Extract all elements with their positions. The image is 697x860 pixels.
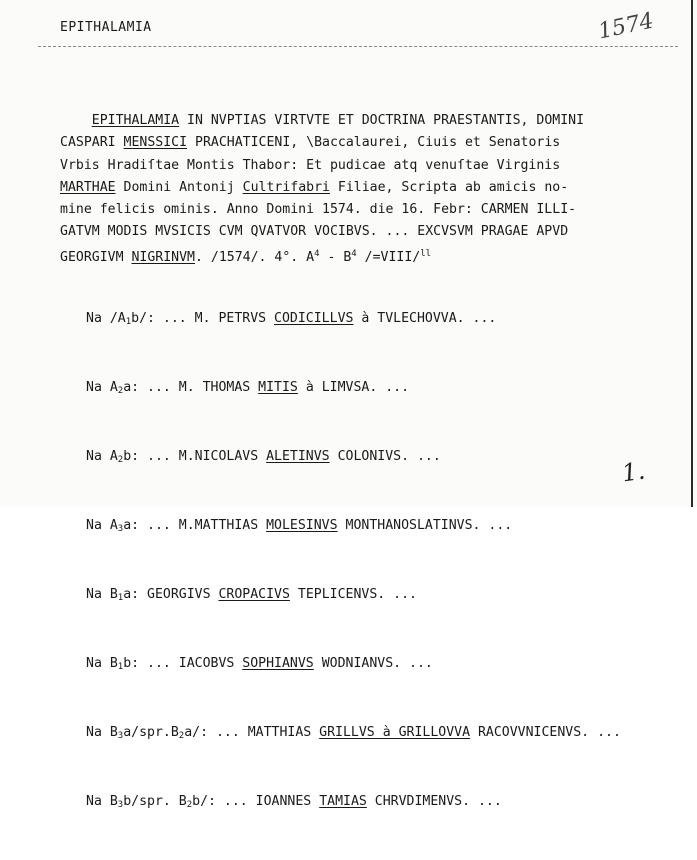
leaf-entry: Na $B_1a$: GEORGIVS CROPACIVS TEPLICENVS. ... <box>86 587 417 603</box>
leaf-entry: Na $A_2b$: ... M.NICOLAVS ALETINVS COLONIVS. ... <box>86 449 441 465</box>
leaf-entry: Na $A_3a$: ... M.MATTHIAS MOLESINVS MONTHANOSLATINVS. ... <box>86 518 513 534</box>
desc-line: mine felicis ominis. Anno Domini 1574. die 16. Febr: CARMEN ILLI- <box>60 202 577 218</box>
card-edge <box>691 0 693 507</box>
desc-line: EPITHALAMIA IN NVPTIAS VIRTVTE ET DOCTRINA PRAESTANTIS, DOMINI <box>91 113 585 129</box>
desc-line: GATVM MODIS MVSICIS CVM QVATVOR VOCIBVS. ... EXCVSVM PRAGAE APVD <box>60 224 569 240</box>
leaf-entry: Na $/A_1b/$: ... M. PETRVS CODICILLVS à TVLECHOVVA. ... <box>86 311 497 327</box>
handwritten-mark: 1. <box>620 456 647 488</box>
desc-line: MARTHAE Domini Antonij Cultrifabri Filiae, Scripta ab amicis no- <box>60 179 569 195</box>
leaf-entry: Na $B_1b$: ... IACOBVS SOPHIANVS WODNIANVS. ... <box>86 656 433 672</box>
desc-line: CASPARI MENSSICI PRACHATICENI, \Baccalaurei, Ciuis et Senatoris <box>60 135 561 151</box>
leaf-entry: Na $B_3a/spr.B_2a/$: ... MATTHIAS GRILLVS à GRILLOVVA RACOVVNICENVS. ... <box>86 725 621 741</box>
divider <box>38 46 678 47</box>
handwritten-shelfmark: 1574 <box>596 8 656 45</box>
desc-line: GEORGIVM NIGRINVM. /1574/. 4°. $A^4 - B^4$ /=VIII/$^{ll}$ <box>60 249 432 266</box>
leaf-list <box>86 264 686 860</box>
desc-line: Vrbis Hradiſtae Montis Thabor: Et pudicae atq venuſtae Virginis <box>60 157 561 173</box>
leaf-entry: Na $B_3b$/spr. $B_2b/$: ... IOANNES TAMIAS CHRVDIMENVS. ... <box>86 794 502 810</box>
card-heading: EPITHALAMIA <box>60 20 152 35</box>
bibliographic-description <box>60 88 660 292</box>
leaf-entry: Na $A_2a$: ... M. THOMAS MITIS à LIMVSA. ... <box>86 380 410 396</box>
